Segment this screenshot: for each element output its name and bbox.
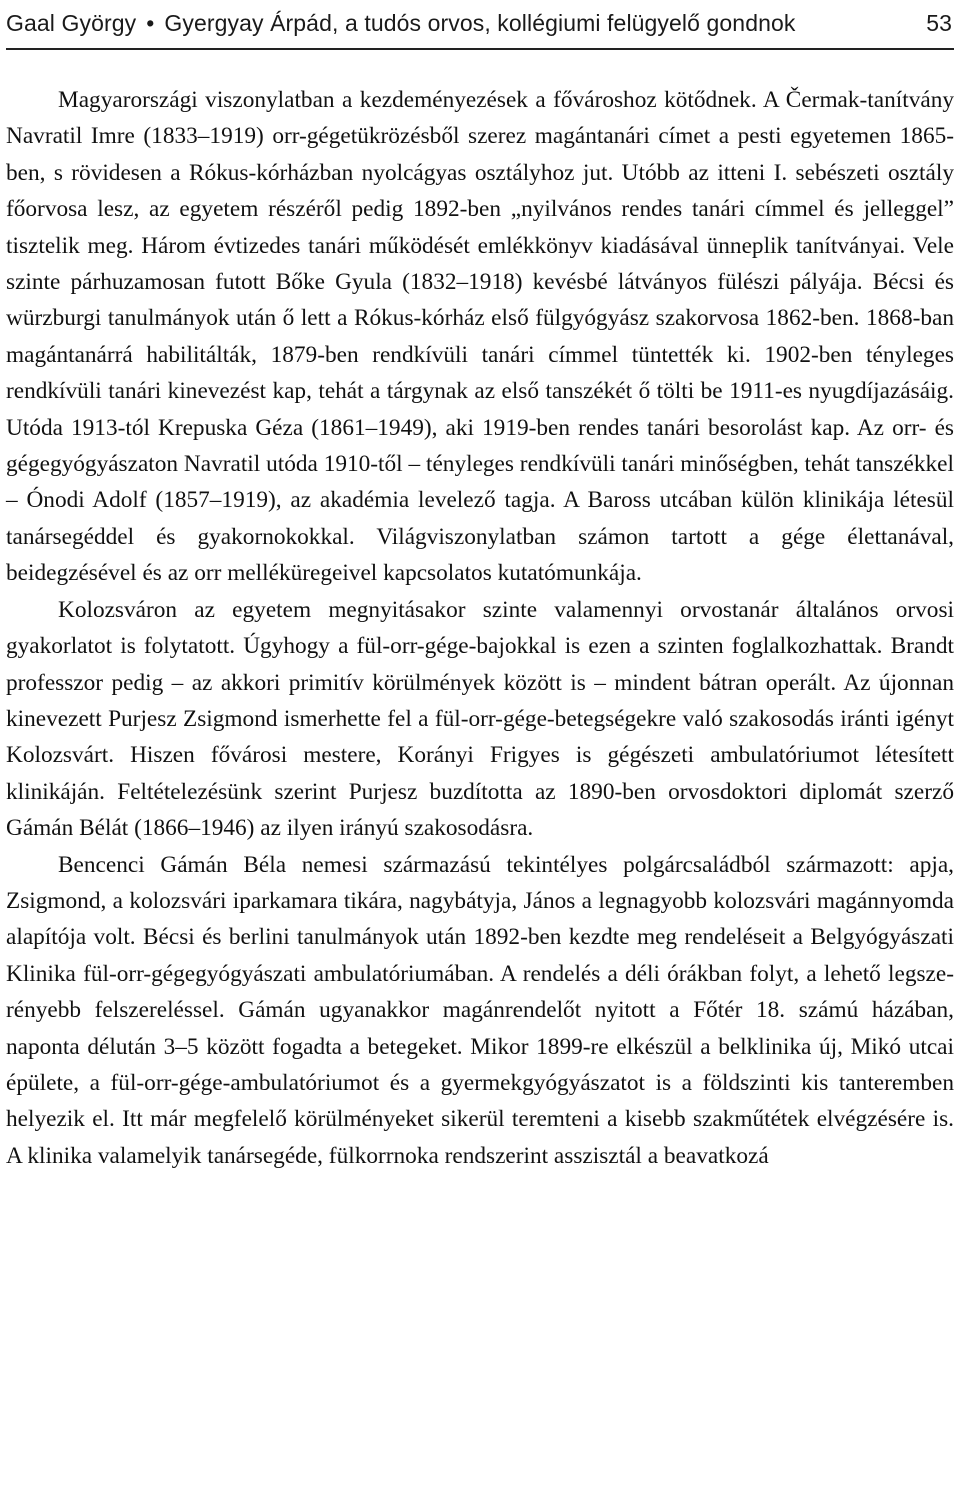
- running-head: [6, 6, 954, 40]
- header-rule: [6, 48, 954, 50]
- header-bullet: •: [146, 10, 155, 36]
- header-authors: Gaal György: [6, 10, 137, 36]
- body-text: [6, 82, 954, 1174]
- paragraph-3: Bencenci Gámán Béla nemesi származású tekintélyes polgárcsaládból származott: apja, Zsigmond, a kolozsvári iparkamara tikára, nagybátyja, János a legnagyobb kolozsvári magánnyomda alapítója volt. Bécsi és berlini tanulmányok után 1892-ben kezdte meg rendeléseit a Belgyógyászati Klinika fül-orr-gégegyógyászati ambulatóriumában. A rendelés a déli órákban folyt, a lehető legszerényebb felszereléssel. Gámán ugyanakkor magánrendelőt nyitott a Főtér 18. számú házában, naponta délután 3–5 között fogadta a betegeket. Mikor 1899-re elkészül a belklinika új, Mikó utcai épülete, a fül-orr-gége-ambulatóriumot és a gyermekgyógyászatot is a földszinti kis tanteremben helyezik el. Itt már megfelelő körülményeket sikerül teremteni a kisebb szakműtétek elvégzésére is. A klinika valamelyik tanársegéde, fülkorrnoka rendszerint asszisztál a beavatkozá: [6, 851, 954, 1169]
- page-number: 53: [926, 10, 952, 36]
- paragraph-2: Kolozsváron az egyetem megnyitásakor szinte valamennyi orvostanár általános orvosi gyakorlatot is folytatott. Úgyhogy a fül-orr-gége-bajokkal is ezen a szinten foglalkozhattak. Brandt professzor pedig – az akkori primitív körülmények között is – mindent bátran operált. Az újonnan kinevezett Purjesz Zsigmond ismerhette fel a fül-orr-gége-betegségekre való szakosodás iránti igényt Kolozsvárt. Hiszen fővárosi mestere, Korányi Frigyes is gégészeti ambulatóriumot létesített klinikáján. Feltételezésünk szerint Purjesz buzdította az 1890-ben orvosdoktori diplomát szerző Gámán Bélát (1866–1946) az ilyen irányú szakosodásra.: [6, 596, 954, 842]
- paragraph-1: Magyarországi viszonylatban a kezdeményezések a fővároshoz kötődnek. A Čermak-tanítvány Navratil Imre (1833–1919) orr-gégetükrözésből szerez magántanári címet a pesti egyetemen 1865-ben, s rövidesen a Rókus-kórházban nyolcágyas osztályhoz jut. Utóbb az itteni I. sebészeti osztály főorvosa lesz, az egyetem részéről pedig 1892-ben „nyilvános rendes tanári címmel és jelleggel” tisztelik meg. Három évtizedes tanári működését emlékkönyv kiadásával ünneplik tanítványai. Vele szinte párhuzamosan futott Bőke Gyula (1832–1918) kevésbé látványos fülészi pályája. Bécsi és würzburgi tanulmányok után ő lett a Rókus-kórház első fülgyógyász szakorvosa 1862-ben. 1868-ban magántanárrá habilitálták, 1879-ben rendkívüli tanári címmel tüntették ki. 1902-ben tényleges rendkívüli tanári kinevezést kap, tehát a tárgynak az első tanszékét ő tölti be 1911-es nyugdíjazásáig. Utóda 1913-tól Krepuska Géza (1861–1949), aki 1919-ben rendes tanári besorolást kap. Az orr- és gégegyógyászaton Navratil utóda 1910-től – tényleges rendkívüli tanári minőségben, tehát tanszékkel – Ónodi Adolf (1857–1919), az akadémia levelező tagja. A Baross utcában külön klinikája létesül tanársegéddel és gyakornokokkal. Világviszonylatban számon tartott a gége élettanával, beidegzésével és az orr melléküregeivel kapcsolatos kutatómunkája.: [6, 87, 954, 587]
- header-title: Gyergyay Árpád, a tudós orvos, kollégiumi felügyelő gondnok: [164, 10, 796, 36]
